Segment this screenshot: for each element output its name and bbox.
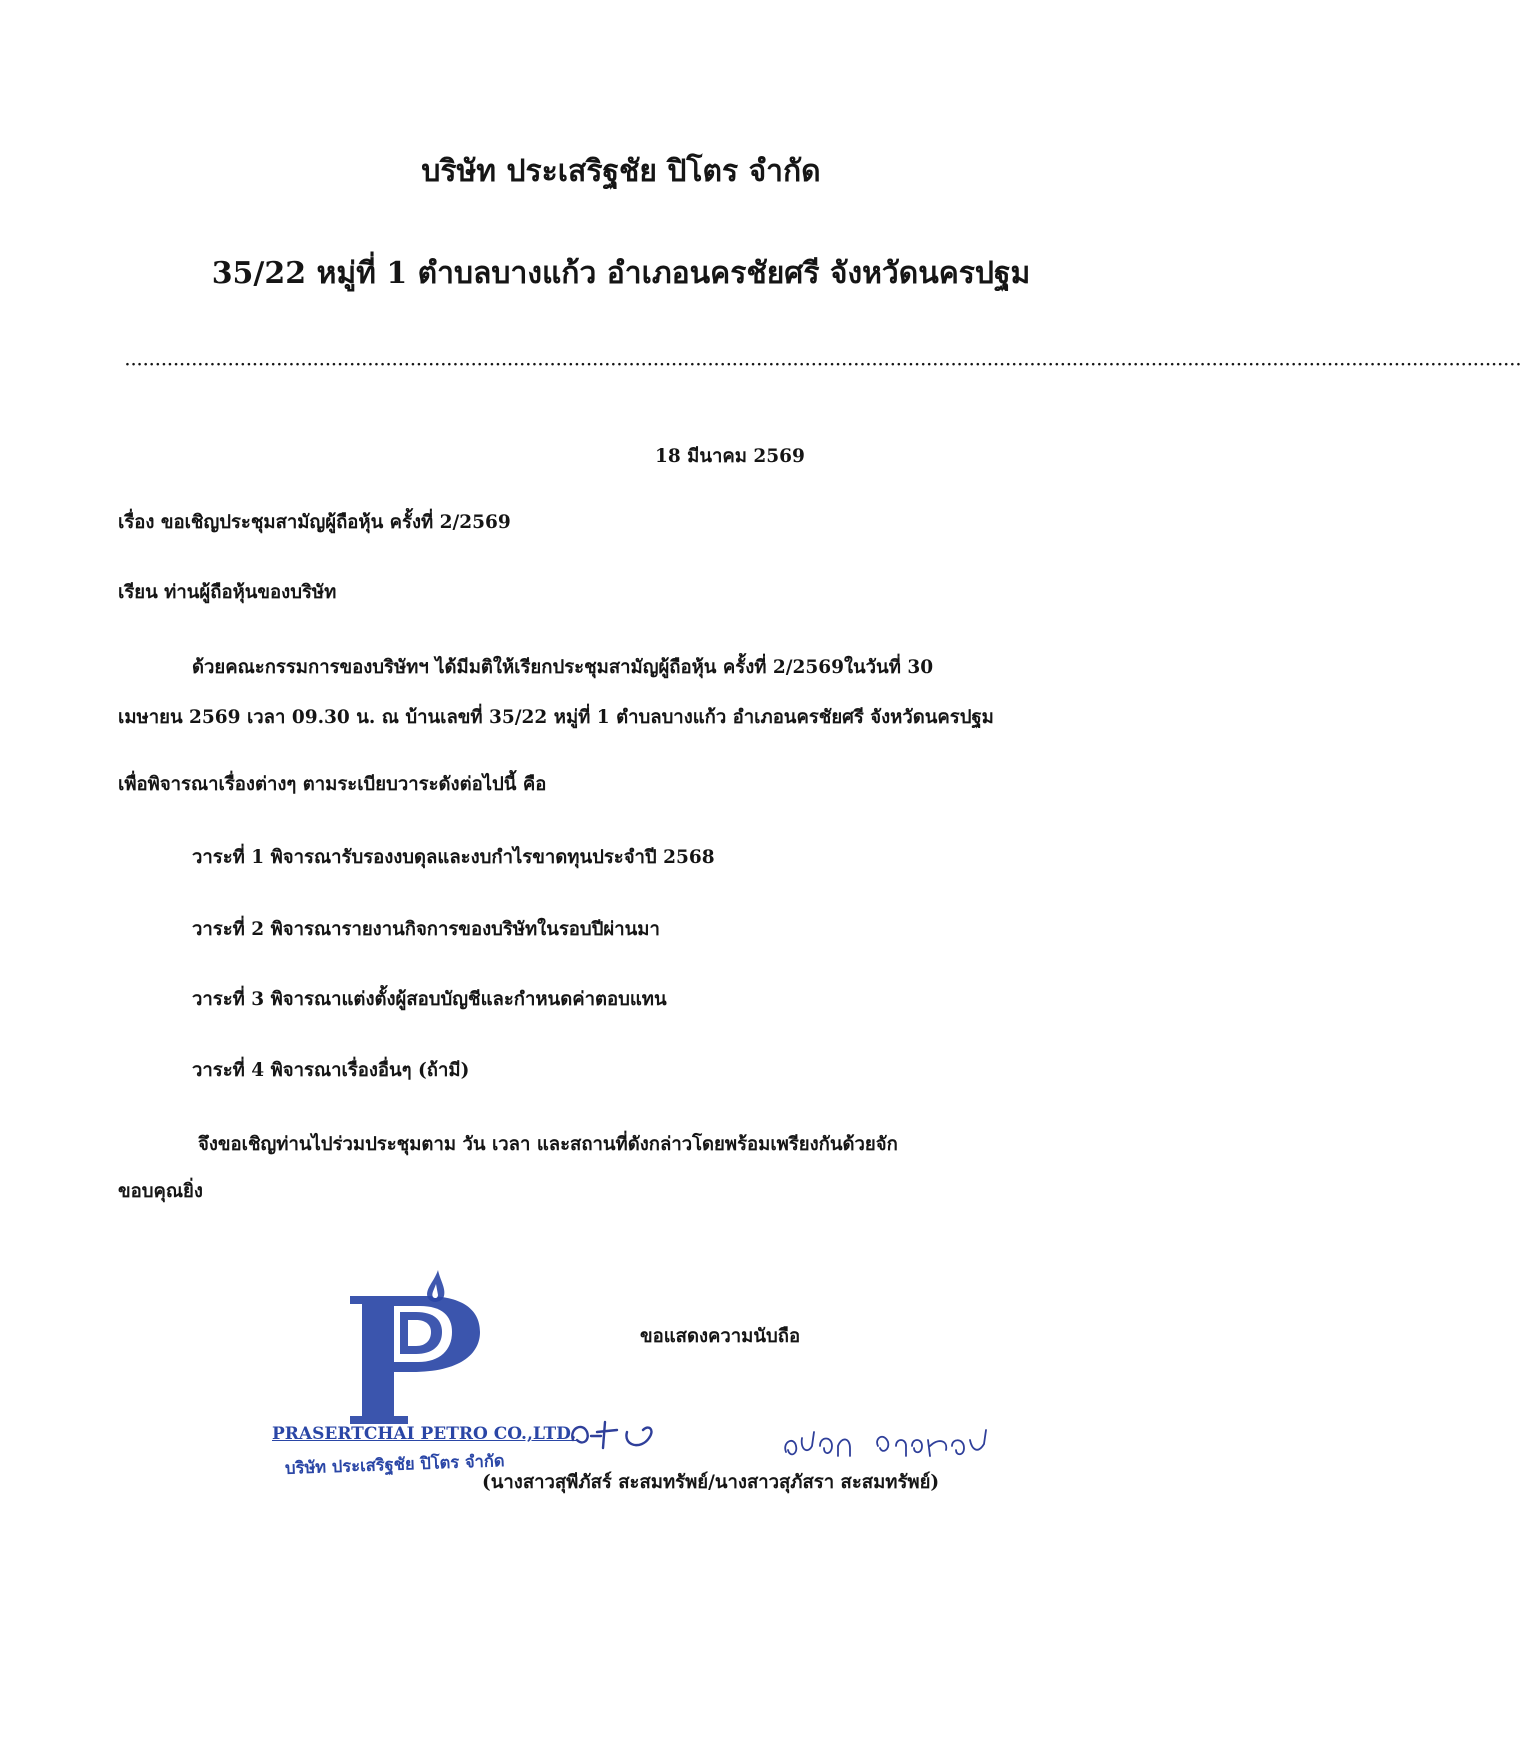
closing-line-2: ขอบคุณยิ่ง bbox=[118, 1181, 203, 1202]
closing-line-1: จึงขอเชิญท่านไปร่วมประชุมตาม วัน เวลา และสถานที่ดังกล่าวโดยพร้อมเพรียงกันด้วยจัก bbox=[198, 1134, 898, 1155]
company-title: บริษัท ประเสริฐชัย ปิโตร จำกัด bbox=[421, 154, 821, 189]
regards-text: ขอแสดงความนับถือ bbox=[640, 1326, 801, 1347]
handwritten-signature-1 bbox=[565, 1410, 705, 1460]
company-logo-icon bbox=[330, 1268, 500, 1428]
dotted-divider: ······································································································································································································································ bbox=[125, 357, 1522, 373]
company-stamp-logo bbox=[330, 1268, 500, 1428]
letter-date: 18 มีนาคม 2569 bbox=[655, 446, 805, 467]
agenda-item: วาระที่ 1 พิจารณารับรองงบดุลและงบกำไรขาดทุนประจำปี 2568 bbox=[192, 847, 715, 868]
letter-salutation: เรียน ท่านผู้ถือหุ้นของบริษัท bbox=[118, 582, 337, 603]
company-address: 35/22 หมู่ที่ 1 ตำบลบางแก้ว อำเภอนครชัยศรี จังหวัดนครปฐม bbox=[211, 256, 1031, 291]
agenda-item: วาระที่ 2 พิจารณารายงานกิจการของบริษัทในรอบปีผ่านมา bbox=[192, 919, 660, 940]
stamp-company-th: บริษัท ประเสริฐชัย ปิโตร จำกัด bbox=[284, 1451, 505, 1478]
body-line-2: เมษายน 2569 เวลา 09.30 น. ณ บ้านเลขที่ 35/22 หมู่ที่ 1 ตำบลบางแก้ว อำเภอนครชัยศรี จังหวัดนครปฐม bbox=[118, 707, 994, 728]
body-line-1: ด้วยคณะกรรมการของบริษัทฯ ได้มีมติให้เรียกประชุมสามัญผู้ถือหุ้น ครั้งที่ 2/2569ในวันที่ 30 bbox=[192, 657, 934, 678]
signatory-names: (นางสาวสุพีภัสร์ สะสมทรัพย์/นางสาวสุภัสรา สะสมทรัพย์) bbox=[482, 1472, 940, 1493]
stamp-company-en: PRASERTCHAI PETRO CO.,LTD. bbox=[272, 1424, 577, 1444]
body-line-3: เพื่อพิจารณาเรื่องต่างๆ ตามระเบียบวาระดังต่อไปนี้ คือ bbox=[118, 774, 547, 795]
agenda-item: วาระที่ 4 พิจารณาเรื่องอื่นๆ (ถ้ามี) bbox=[192, 1060, 470, 1081]
agenda-item: วาระที่ 3 พิจารณาแต่งตั้งผู้สอบบัญชีและกำหนดค่าตอบแทน bbox=[192, 989, 667, 1010]
letter-subject: เรื่อง ขอเชิญประชุมสามัญผู้ถือหุ้น ครั้งที่ 2/2569 bbox=[118, 512, 511, 533]
handwritten-signature-2 bbox=[780, 1420, 1000, 1470]
